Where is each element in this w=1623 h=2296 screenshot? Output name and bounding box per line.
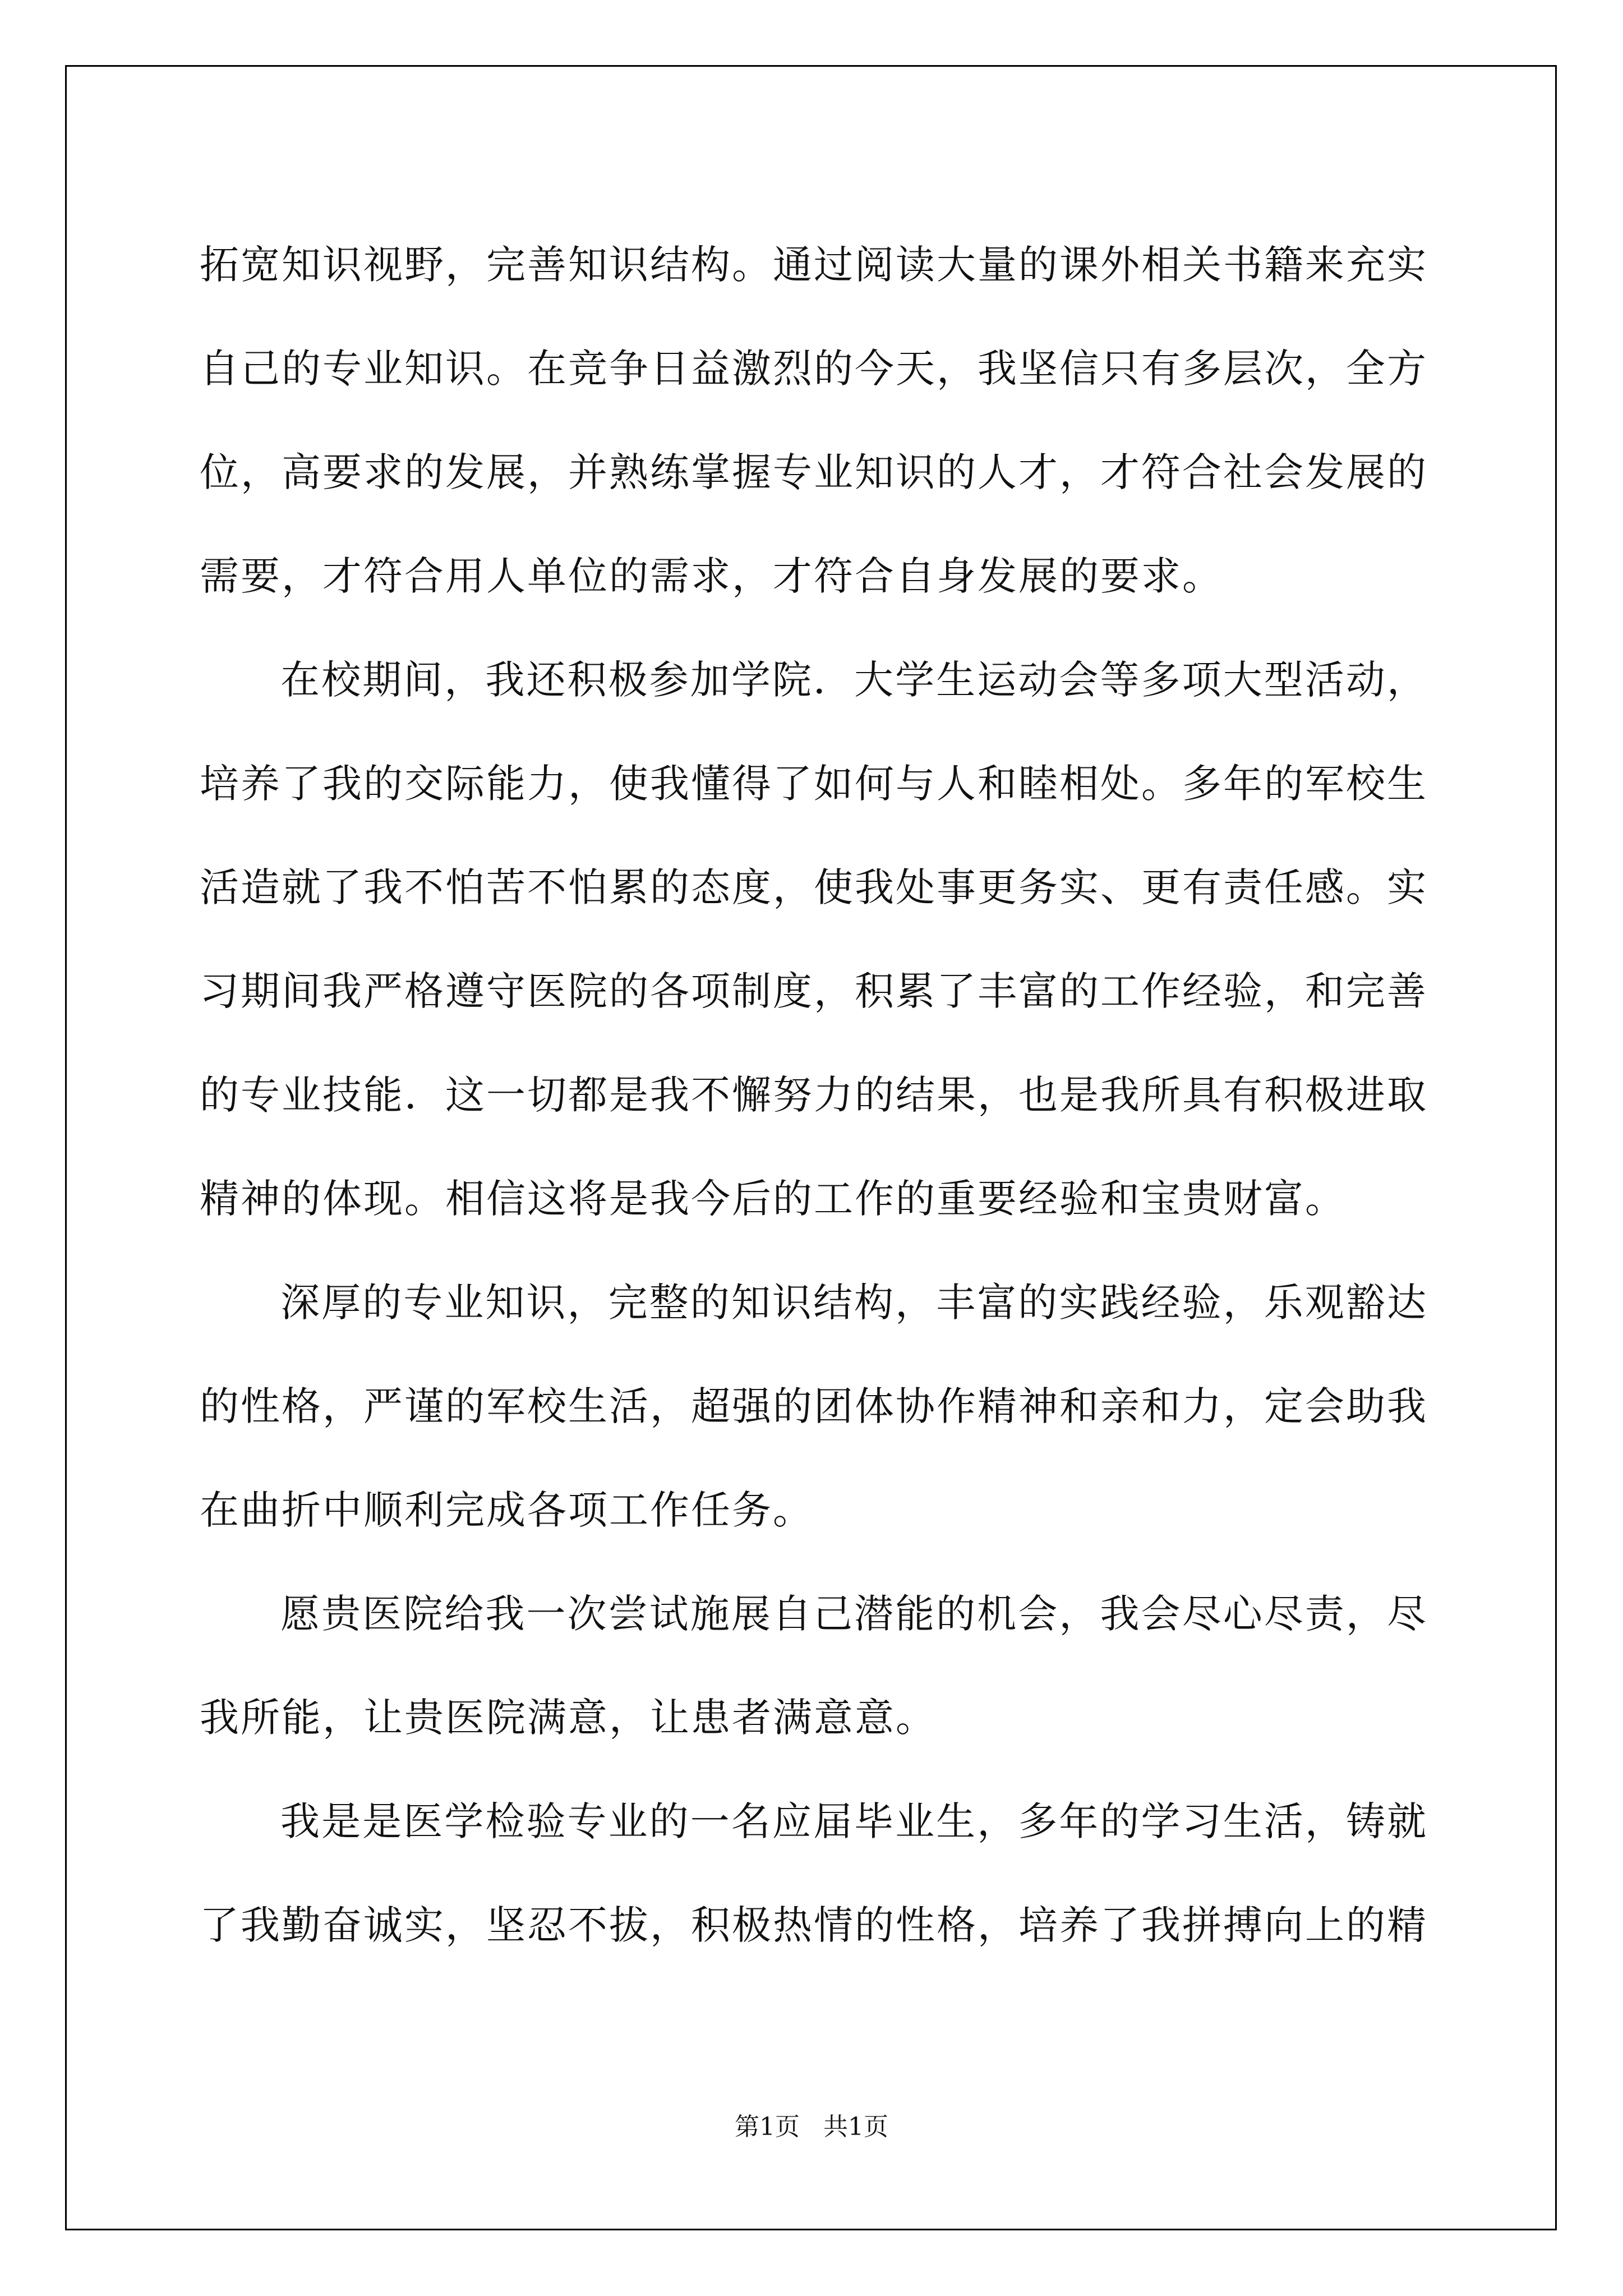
page-number-footer: 第1页 共1页 xyxy=(735,2113,888,2141)
paragraph-2: 在校期间，我还积极参加学院．大学生运动会等多项大型活动，培养了我的交际能力，使我懂得了如何与人和睦相处。多年的军校生活造就了我不怕苦不怕累的态度，使我处事更务实、更有责任感。实习期间我严格遵守医院的各项制度，积累了丰富的工作经验，和完善的专业技能．这一切都是我不懈努力的结果，也是我所具有积极进取精神的体现。相信这将是我今后的工作的重要经验和宝贵财富。 xyxy=(200,657,1428,1222)
paragraph-5: 我是是医学检验专业的一名应届毕业生，多年的学习生活，铸就了我勤奋诚实，坚忍不拔，积极热情的性格，培养了我拼搏向上的精 xyxy=(200,1798,1428,1948)
paragraph-3: 深厚的专业知识，完整的知识结构，丰富的实践经验，乐观豁达的性格，严谨的军校生活，超强的团体协作精神和亲和力，定会助我在曲折中顺利完成各项工作任务。 xyxy=(200,1280,1428,1533)
paragraph-1: 拓宽知识视野，完善知识结构。通过阅读大量的课外相关书籍来充实自己的专业知识。在竞争日益激烈的今天，我坚信只有多层次，全方位，高要求的发展，并熟练掌握专业知识的人才，才符合社会发展的需要，才符合用人单位的需求，才符合自身发展的要求。 xyxy=(200,242,1428,599)
document-body xyxy=(200,213,1428,1977)
paragraph-4: 愿贵医院给我一次尝试施展自己潜能的机会，我会尽心尽责，尽我所能，让贵医院满意，让患者满意意。 xyxy=(200,1591,1428,1741)
